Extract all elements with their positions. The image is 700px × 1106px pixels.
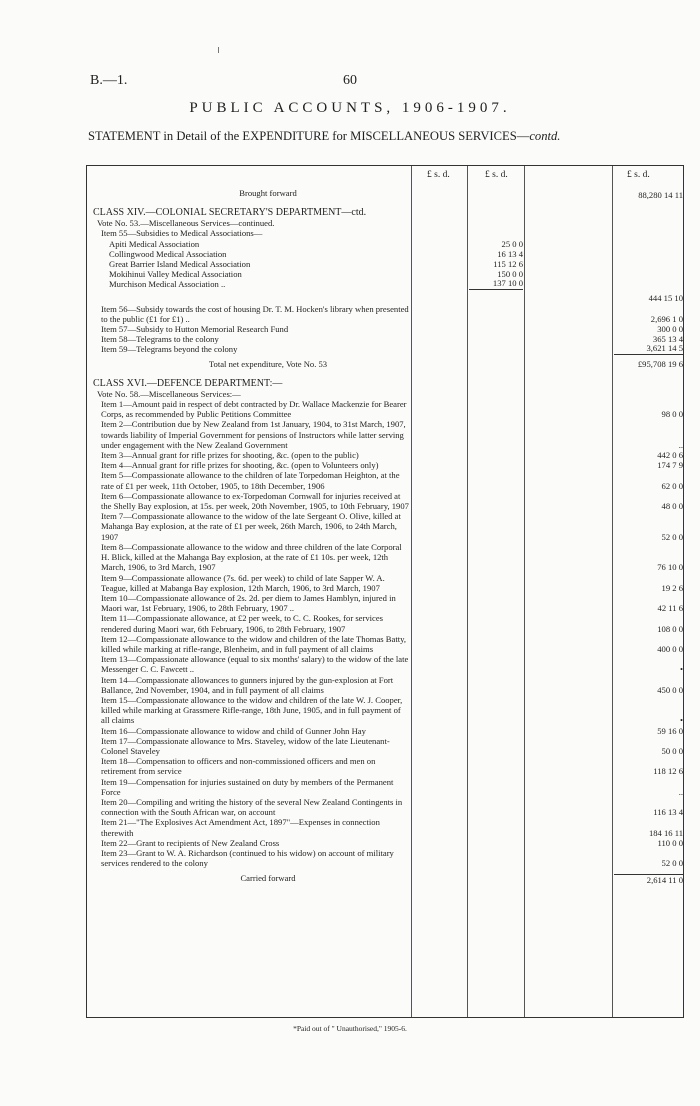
row-amount: 137 10 0 bbox=[469, 278, 523, 289]
vote-row bbox=[87, 389, 685, 399]
defence-items bbox=[87, 399, 685, 868]
table-row bbox=[87, 324, 685, 334]
table-row bbox=[87, 491, 685, 511]
statement-subtitle bbox=[88, 129, 560, 144]
table-row bbox=[87, 573, 685, 593]
table-row bbox=[87, 695, 685, 726]
row-amount: 52 0 0 bbox=[661, 531, 683, 542]
row-label: Item 23—Grant to W. A. Richardson (continued to his widow) on account of military services rendered to the colony bbox=[101, 847, 397, 869]
table-row bbox=[87, 654, 685, 674]
row-label: Item 19—Compensation for injuries sustained on duty by members of the Permanent Force bbox=[101, 776, 396, 797]
row-amount: 442 0 6 bbox=[657, 450, 683, 461]
vote-total-label: Total net expenditure, Vote No. 53 bbox=[208, 358, 328, 369]
table-row bbox=[87, 613, 685, 633]
row-label: Item 8—Compassionate allowance to the widow and three children of the late Corporal H. Blick, killed at the Mahanga Bay explosion, at the rate of £1 10s. per week, 12th March, 1906, to 3rd March, 1907 bbox=[101, 541, 404, 573]
row-label: Collingwood Medical Association bbox=[109, 248, 227, 259]
row-label: Item 18—Compensation to officers and non-commissioned officers and men on retirement from service bbox=[101, 756, 378, 777]
table-row bbox=[87, 259, 685, 269]
table-row bbox=[87, 817, 685, 837]
table-row bbox=[87, 304, 685, 324]
carried-forward-label: Carried forward bbox=[240, 873, 296, 884]
row-amount: 118 12 6 bbox=[653, 766, 683, 777]
row-amount: .. bbox=[678, 786, 683, 797]
row-amount: 365 13 4 bbox=[652, 334, 683, 345]
row-label: Item 13—Compassionate allowance (equal to six months' salary) to the widow of the late Messenger C. C. Fawcett .. bbox=[101, 654, 411, 675]
row-label: Item 16—Compassionate allowance to widow and child of Gunner John Hay bbox=[101, 725, 366, 736]
row-amount: 50 0 0 bbox=[661, 745, 683, 756]
row-amount: 16 13 4 bbox=[497, 248, 523, 259]
row-label: Item 2—Contribution due by New Zealand from 1st January, 1904, to 31st March, 1907, towards liability of Imperial Government for pensions of Instructors while latter serving under engagement with the New Zealand Government bbox=[101, 419, 408, 450]
table-row bbox=[87, 450, 685, 460]
table-row bbox=[87, 726, 685, 736]
row-amount: 98 0 0 bbox=[661, 409, 683, 420]
item-heading-row bbox=[87, 228, 685, 238]
table-row bbox=[87, 279, 685, 289]
column-header-1: £ s. d. bbox=[427, 170, 450, 180]
table-row bbox=[87, 334, 685, 344]
page-number: 60 bbox=[343, 73, 357, 88]
row-label: Item 21—"The Explosives Act Amendment Act, 1897"—Expenses in connection therewith bbox=[101, 817, 383, 838]
row-label: Item 59—Telegrams beyond the colony bbox=[101, 344, 238, 355]
document-reference: B.—1. bbox=[90, 73, 128, 88]
table-body bbox=[87, 186, 685, 888]
table-row bbox=[87, 593, 685, 613]
table-row bbox=[87, 848, 685, 868]
row-label: Item 1—Amount paid in respect of debt contracted by Dr. Wallace Mackenzie for Bearer Corps, as recommended by Public Petitions Committee bbox=[101, 399, 409, 420]
row-label: Item 22—Grant to recipients of New Zealand Cross bbox=[101, 837, 280, 848]
row-label: Item 9—Compassionate allowance (7s. 6d. per week) to child of late Sapper W. A. Teague, killed at Mabanga Bay explosion, 12th March, 1906, to 3rd March, 1907 bbox=[101, 572, 387, 593]
row-amount: 76 10 0 bbox=[657, 562, 683, 573]
item-heading: Item 55—Subsidies to Medical Associations— bbox=[101, 228, 263, 239]
table-row bbox=[87, 797, 685, 817]
table-row bbox=[87, 511, 685, 542]
subtotal-amount: 444 15 10 bbox=[648, 293, 683, 304]
row-label: Apiti Medical Association bbox=[109, 238, 200, 249]
row-label: Item 12—Compassionate allowance to the widow and children of the late Thomas Batty, killed while marking at rifle-range, Blenheim, and in full payment of all claims bbox=[101, 633, 409, 654]
subtitle-contd: contd. bbox=[529, 129, 561, 143]
row-label: Item 3—Annual grant for rifle prizes for shooting, &c. (open to the public) bbox=[101, 450, 359, 461]
class-heading: CLASS XVI.—DEFENCE DEPARTMENT:— bbox=[93, 377, 283, 389]
table-row bbox=[87, 838, 685, 848]
row-amount: 116 13 4 bbox=[653, 807, 683, 818]
row-amount: 400 0 0 bbox=[657, 643, 683, 654]
brought-forward-amount: 88,280 14 11 bbox=[638, 189, 683, 200]
table-row bbox=[87, 460, 685, 470]
column-header-2: £ s. d. bbox=[485, 170, 508, 180]
expenditure-table bbox=[86, 165, 684, 1018]
row-amount: 59 16 0 bbox=[657, 725, 683, 736]
row-amount: 48 0 0 bbox=[661, 501, 683, 512]
row-label: Item 7—Compassionate allowance to the widow of the late Sergeant O. Olive, killed at Mahanga Bay explosion, at the rate of £1 per week, 26th March, 1906, to 24th March, 1907 bbox=[101, 511, 403, 542]
row-amount: .. bbox=[678, 439, 683, 450]
vote-heading: Vote No. 53.—Miscellaneous Services—continued. bbox=[97, 218, 275, 229]
row-label: Item 20—Compiling and writing the history of the several New Zealand Contingents in connection with the South African war, on account bbox=[101, 796, 405, 818]
footnote: *Paid out of " Unauthorised," 1905-6. bbox=[293, 1024, 407, 1033]
row-label: Item 5—Compassionate allowance to the children of late Torpedoman Heighton, at the rate of £1 per week, 11th October, 1905, to 18th December, 1906 bbox=[101, 470, 402, 491]
carried-forward-row bbox=[87, 868, 685, 888]
class-heading: CLASS XIV.—COLONIAL SECRETARY'S DEPARTMENT—ctd. bbox=[93, 207, 367, 218]
brought-forward-row bbox=[87, 186, 685, 200]
row-amount: • bbox=[679, 715, 683, 726]
subtitle-main: STATEMENT in Detail of the EXPENDITURE for MISCELLANEOUS SERVICES— bbox=[88, 129, 530, 143]
table-row bbox=[87, 399, 685, 419]
brought-forward-label: Brought forward bbox=[239, 188, 297, 198]
carried-forward-amount: 2,614 11 0 bbox=[614, 874, 683, 885]
row-amount: 42 11 6 bbox=[657, 603, 683, 614]
row-label: Great Barrier Island Medical Association bbox=[109, 259, 251, 270]
row-label: Item 56—Subsidy towards the cost of housing Dr. T. M. Hocken's library when presented to the public (£1 for £1) .. bbox=[101, 303, 411, 324]
table-row bbox=[87, 736, 685, 756]
table-row bbox=[87, 344, 685, 354]
row-amount: 115 12 6 bbox=[493, 259, 523, 270]
table-row bbox=[87, 777, 685, 797]
subtotal-row bbox=[87, 290, 685, 304]
row-amount: • bbox=[679, 664, 683, 675]
table-row bbox=[87, 634, 685, 654]
vote-total-row bbox=[87, 355, 685, 373]
vote-row bbox=[87, 218, 685, 228]
row-amount: 25 0 0 bbox=[501, 238, 523, 249]
vote-total-amount: £95,708 19 6 bbox=[637, 359, 683, 370]
row-amount: 300 0 0 bbox=[657, 324, 683, 335]
row-amount: 62 0 0 bbox=[661, 480, 683, 491]
row-amount: 184 16 11 bbox=[648, 827, 683, 838]
row-label: Item 6—Compassionate allowance to ex-Torpedoman Cornwall for injuries received at the Shelly Bay explosion, at 15s. per week, 20th November, 1905, to 10th February, 1907 bbox=[101, 490, 409, 512]
row-amount: 52 0 0 bbox=[661, 858, 683, 869]
row-label: Item 17—Compassionate allowance to Mrs. Staveley, widow of the late Lieutenant-Colonel Staveley bbox=[101, 735, 390, 756]
vote-heading: Vote No. 58.—Miscellaneous Services:— bbox=[97, 388, 241, 399]
row-amount: 3,621 14 5 bbox=[614, 343, 683, 354]
row-amount: 110 0 0 bbox=[657, 837, 683, 848]
row-amount: 2,696 1 0 bbox=[650, 313, 683, 324]
class-heading-row bbox=[87, 208, 685, 218]
row-amount: 174 7 9 bbox=[657, 460, 683, 471]
class-heading-row bbox=[87, 379, 685, 389]
row-amount: 450 0 0 bbox=[657, 684, 683, 695]
table-row bbox=[87, 675, 685, 695]
table-row bbox=[87, 239, 685, 249]
page-title: PUBLIC ACCOUNTS, 1906-1907. bbox=[189, 100, 511, 116]
table-row bbox=[87, 756, 685, 776]
table-row bbox=[87, 269, 685, 279]
column-header-3: £ s. d. bbox=[627, 170, 650, 180]
row-label: Murchison Medical Association .. bbox=[109, 279, 226, 290]
row-amount: 108 0 0 bbox=[657, 623, 683, 634]
table-row bbox=[87, 249, 685, 259]
table-row bbox=[87, 419, 685, 450]
scan-mark bbox=[218, 47, 219, 53]
row-label: Item 10—Compassionate allowance of 2s. 2d. per diem to James Hamblyn, injured in Maori war, 1st February, 1906, to 28th February, 1907 .. bbox=[101, 592, 398, 614]
row-label: Item 57—Subsidy to Hutton Memorial Research Fund bbox=[101, 324, 289, 335]
row-label: Item 58—Telegrams to the colony bbox=[101, 334, 219, 345]
table-row bbox=[87, 470, 685, 490]
row-amount: 19 2 6 bbox=[661, 582, 683, 593]
row-label: Mokihinui Valley Medical Association bbox=[109, 269, 242, 280]
row-label: Item 15—Compassionate allowance to the widow and children of the late W. J. Cooper, killed while marking at Grassmere Rifle-range, 18th June, 1905, and in full payment of all claims bbox=[101, 694, 405, 726]
row-amount: 150 0 0 bbox=[497, 269, 523, 280]
row-label: Item 4—Annual grant for rifle prizes for shooting, &c. (open to Volunteers only) bbox=[101, 460, 379, 471]
row-label: Item 11—Compassionate allowance, at £2 per week, to C. C. Rookes, for services rendered during Maori war, 6th February, 1906, to 28th February, 1907 bbox=[101, 613, 386, 634]
row-label: Item 14—Compassionate allowances to gunners injured by the gun-explosion at Fort Ballance, 2nd November, 1904, and in full payment of all claims bbox=[101, 674, 396, 695]
table-row bbox=[87, 542, 685, 573]
